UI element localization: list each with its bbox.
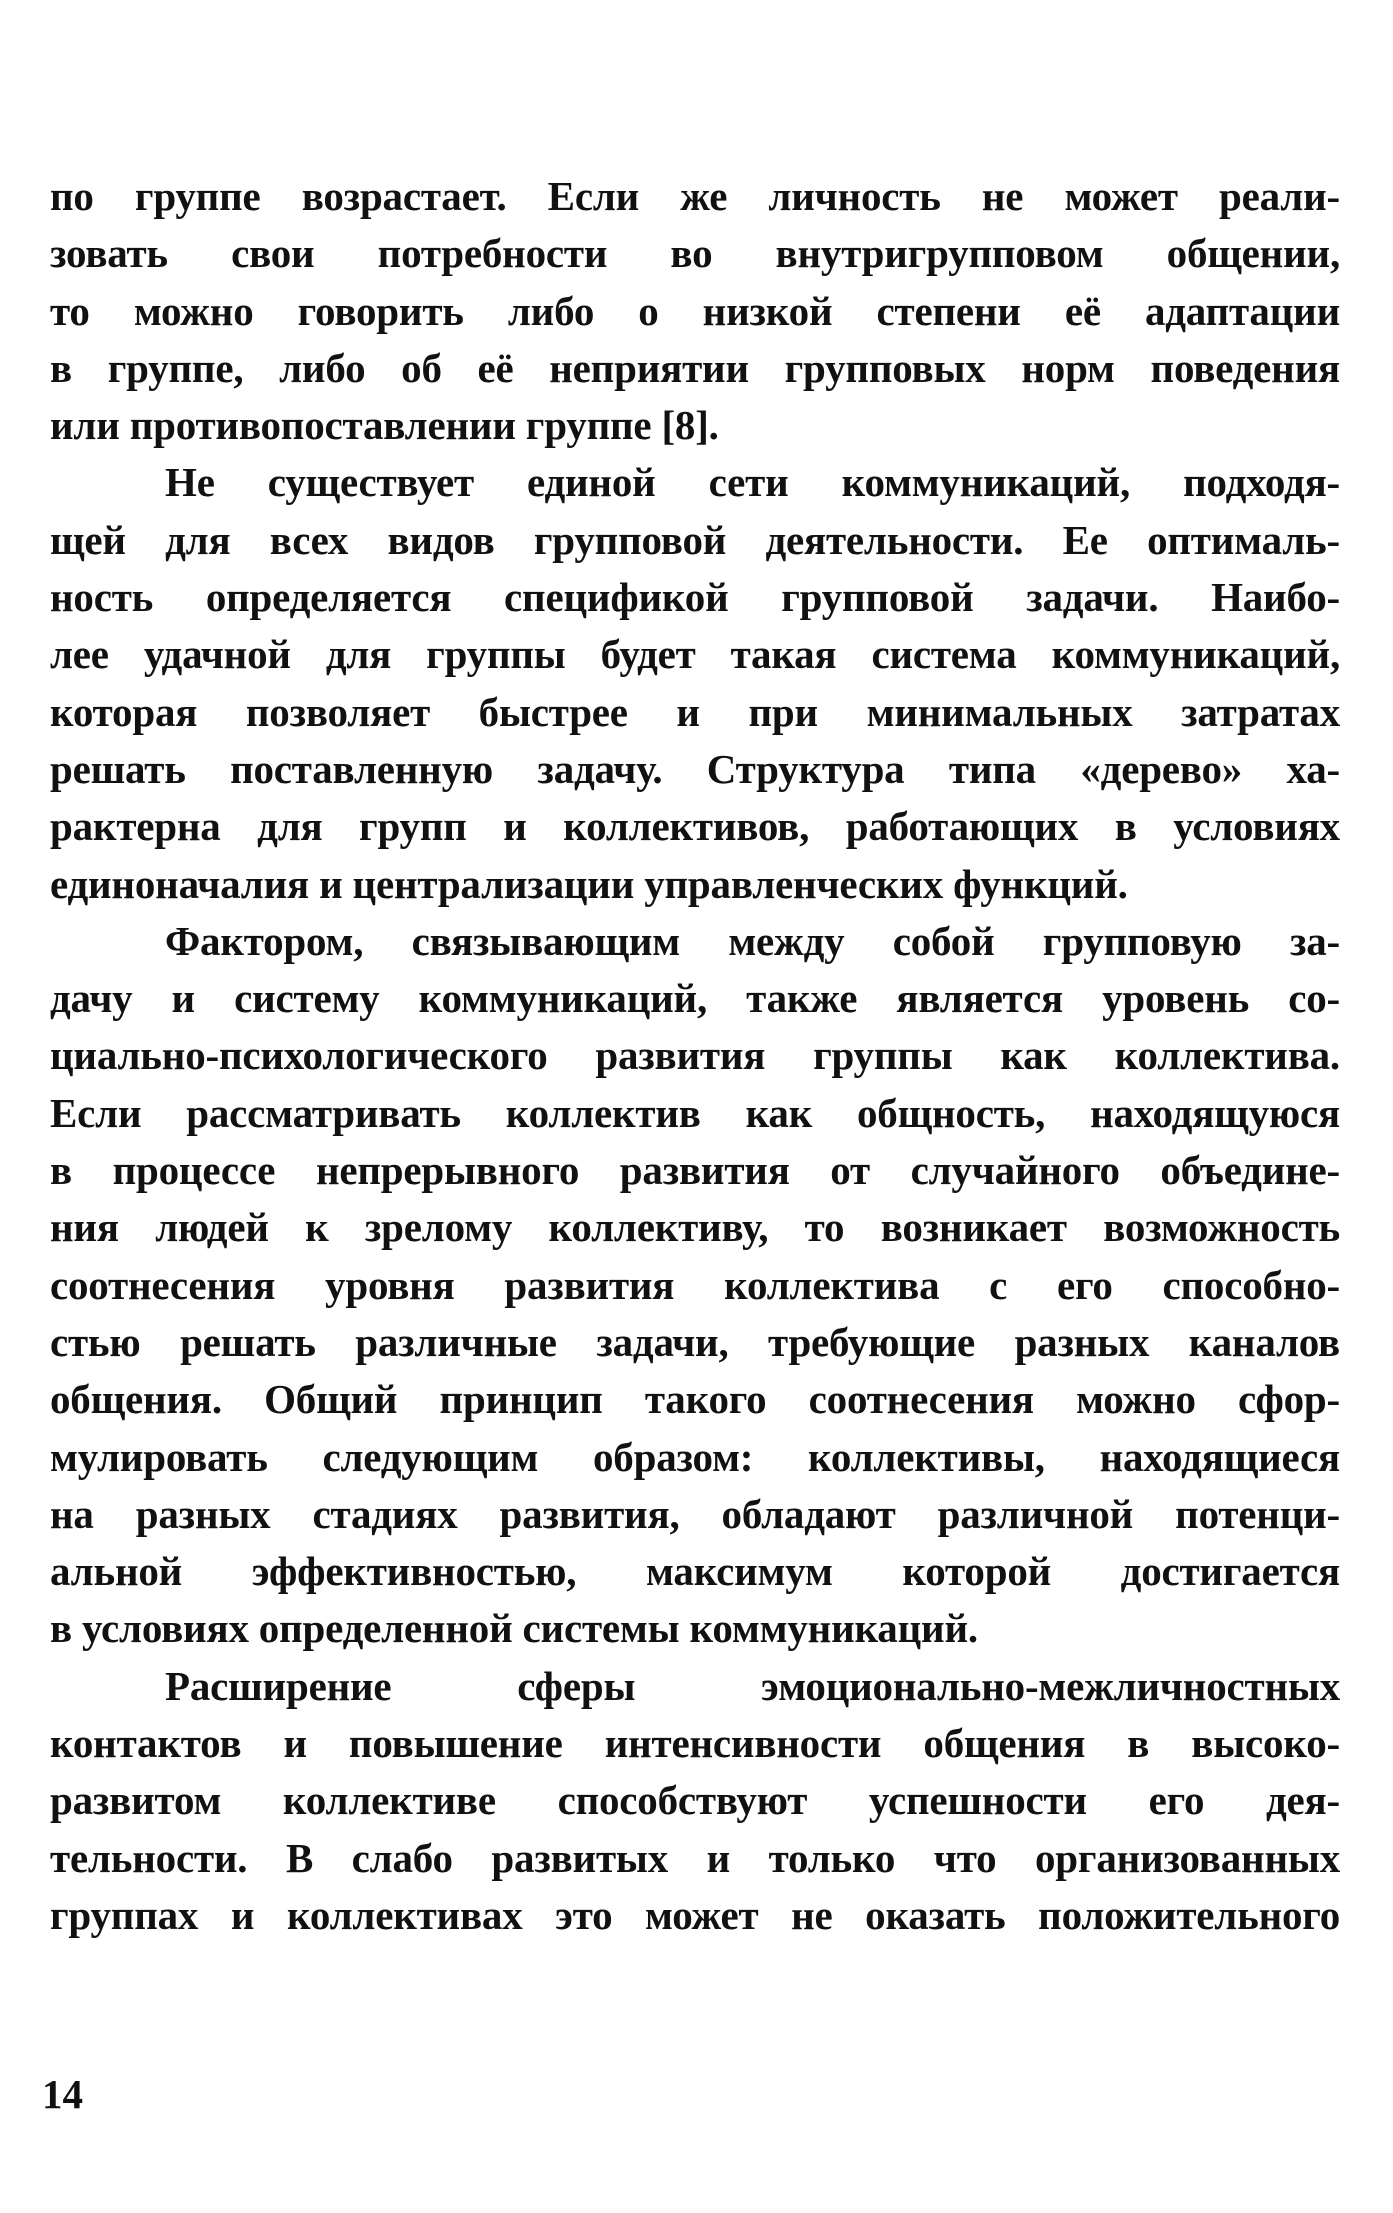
paragraph-2 bbox=[50, 454, 1340, 912]
text-line: Не существует единой сети коммуникаций, подходя- bbox=[165, 459, 1340, 506]
text-line: в группе, либо об её неприятии групповых норм поведения bbox=[50, 344, 1340, 391]
text-line: группах и коллективах это может не оказать положительного bbox=[50, 1891, 1340, 1938]
text-line: дачу и систему коммуникаций, также является уровень со- bbox=[50, 975, 1340, 1022]
body-text bbox=[50, 168, 1340, 1944]
text-line: ния людей к зрелому коллективу, то возникает возможность bbox=[50, 1204, 1340, 1251]
text-line: то можно говорить либо о низкой степени её адаптации bbox=[50, 287, 1340, 334]
text-line: ность определяется спецификой групповой задачи. Наибо- bbox=[50, 574, 1340, 621]
text-line: стью решать различные задачи, требующие разных каналов bbox=[50, 1318, 1340, 1365]
page-number: 14 bbox=[42, 2071, 83, 2117]
text-line: по группе возрастает. Если же личность не может реали- bbox=[50, 173, 1340, 219]
text-line: в процессе непрерывного развития от случайного объедине- bbox=[50, 1147, 1340, 1194]
text-line: циально-психологического развития группы как коллектива. bbox=[50, 1032, 1340, 1079]
text-line: рактерна для групп и коллективов, работающих в условиях bbox=[50, 803, 1340, 850]
text-line: на разных стадиях развития, обладают различной потенци- bbox=[50, 1490, 1340, 1537]
paragraph-4 bbox=[50, 1658, 1340, 1944]
text-line: контактов и повышение интенсивности общения в высоко- bbox=[50, 1720, 1340, 1767]
text-line: единоначалия и централизации управленческих функций. bbox=[50, 860, 1128, 907]
text-line: альной эффективностью, максимум которой достигается bbox=[50, 1548, 1340, 1595]
text-line: общения. Общий принцип такого соотнесения можно сфор- bbox=[50, 1376, 1340, 1423]
text-line: решать поставленную задачу. Структура типа «дерево» ха- bbox=[50, 745, 1340, 792]
paragraph-3 bbox=[50, 913, 1340, 1658]
text-line: Если рассматривать коллектив как общность, находящуюся bbox=[50, 1089, 1340, 1136]
text-line: мулировать следующим образом: коллективы, находящиеся bbox=[50, 1433, 1340, 1480]
text-line: которая позволяет быстрее и при минимальных затратах bbox=[50, 688, 1340, 735]
text-line: щей для всех видов групповой деятельности. Ее оптималь- bbox=[50, 516, 1340, 563]
text-line: соотнесения уровня развития коллектива с его способно- bbox=[50, 1261, 1340, 1308]
paragraph-1 bbox=[50, 168, 1340, 454]
text-line: тельности. В слабо развитых и только что организованных bbox=[50, 1834, 1340, 1881]
text-line: или противопоставлении группе [8]. bbox=[50, 402, 719, 449]
text-line: лее удачной для группы будет такая система коммуникаций, bbox=[50, 631, 1340, 678]
text-line: в условиях определенной системы коммуникаций. bbox=[50, 1605, 978, 1652]
text-line: Фактором, связывающим между собой групповую за- bbox=[165, 917, 1340, 964]
text-line: развитом коллективе способствуют успешности его дея- bbox=[50, 1777, 1340, 1824]
text-line: Расширение сферы эмоционально-межличностных bbox=[165, 1662, 1340, 1709]
text-line: зовать свои потребности во внутригрупповом общении, bbox=[50, 230, 1340, 277]
